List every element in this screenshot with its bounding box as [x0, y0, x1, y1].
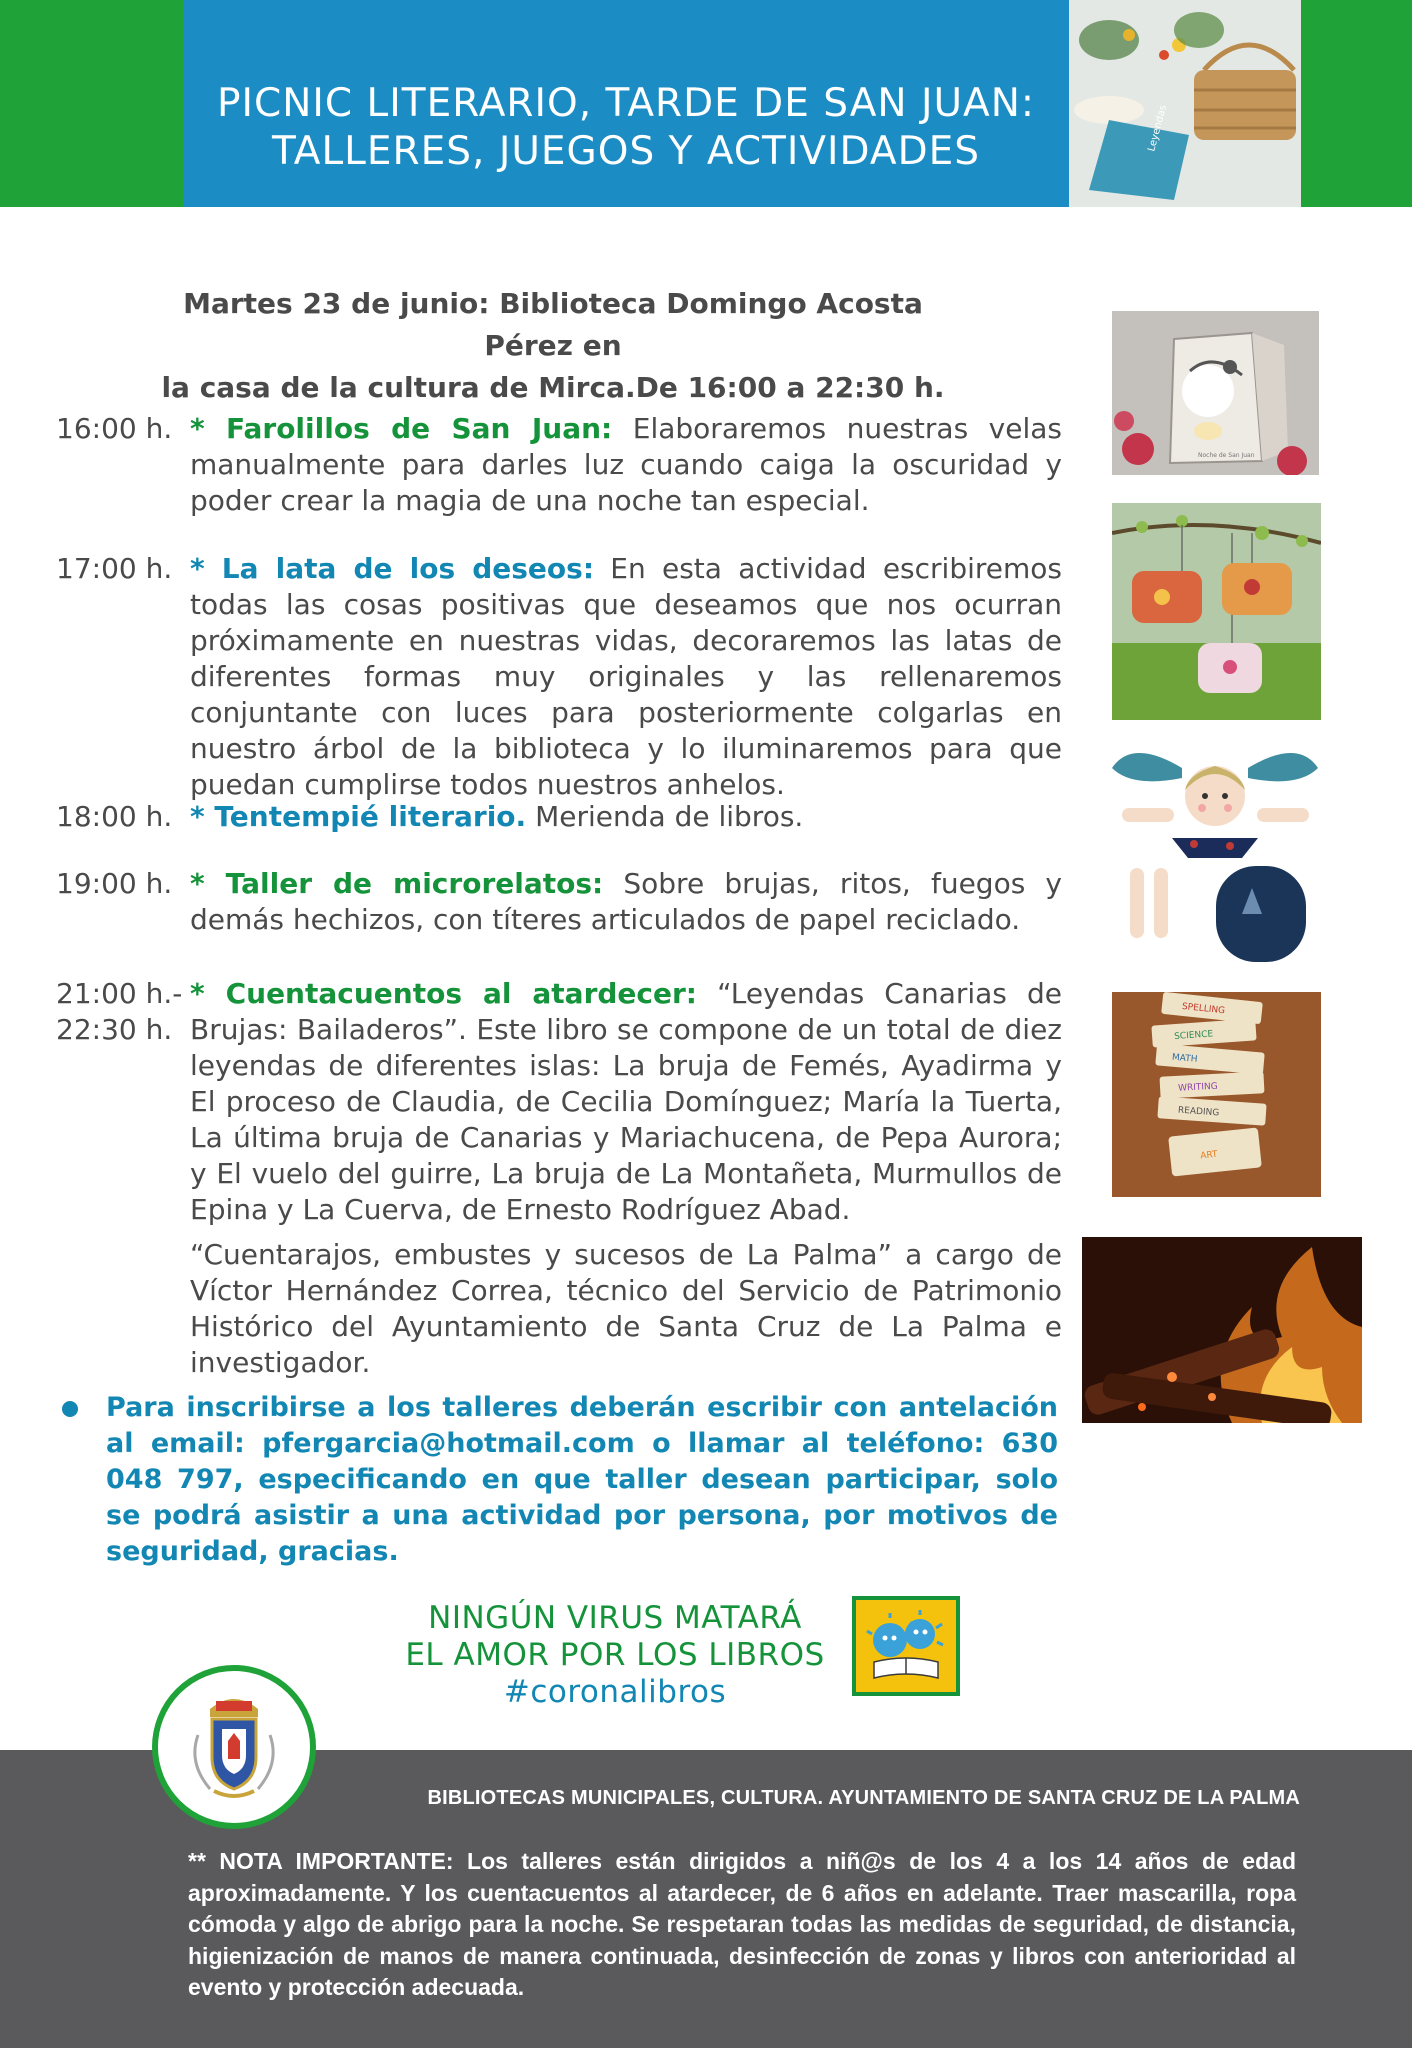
bonfire-illustration	[1082, 1237, 1362, 1423]
paper-puppet-illustration	[1112, 738, 1319, 970]
coronalibros-logo	[852, 1596, 960, 1696]
event-intro-line2: la casa de la cultura de Mirca.De 16:00 a 22:30 h.	[161, 371, 945, 404]
schedule-time-5: 21:00 h.-	[56, 977, 183, 1010]
hanging-cans-illustration	[1112, 503, 1321, 720]
important-note: ** NOTA IMPORTANTE: Los talleres están dirigidos a niñ@s de los 4 a los 14 años de edad aproximadamente. Y los cuentacuentos al atardecer, de 6 años en adelante. Traer mascarilla, ropa cómoda y algo de abrigo para la noche. Se respetaran todas las medidas de seguridad, de distancia, higienización de manos de manera continuada, desinfección de zonas y libros con anterioridad al evento y protección adecuada.	[188, 1848, 1296, 2000]
schedule-item-title: * La lata de los deseos:	[190, 552, 595, 585]
picnic-book-title: Leyendas	[1146, 103, 1170, 153]
schedule-item-title: * Cuentacuentos al atardecer:	[190, 977, 698, 1010]
coat-of-arms-icon	[158, 1671, 310, 1823]
schedule-item-title: * Tentempié literario.	[190, 800, 527, 833]
fogata-photo	[1082, 1237, 1362, 1423]
picnic-basket-illustration	[1069, 0, 1301, 207]
book-spine-label: SPELLING	[1181, 1001, 1226, 1017]
schedule-item-microrelatos	[190, 866, 1062, 938]
schedule-item-lata-deseos	[190, 551, 1062, 803]
book-spine-label: READING	[1177, 1105, 1220, 1119]
header-picnic-photo	[1069, 0, 1301, 207]
book-spine-label: SCIENCE	[1173, 1029, 1214, 1043]
virus-reading-icon	[856, 1600, 956, 1692]
footer-organization: BIBLIOTECAS MUNICIPALES, CULTURA. AYUNTAMIENTO DE SANTA CRUZ DE LA PALMA	[427, 1787, 1300, 1809]
lantern-illustration	[1112, 311, 1319, 475]
schedule-time-4: 19:00 h.	[56, 867, 173, 900]
libros-sandwich-photo	[1112, 992, 1321, 1197]
schedule-item-text: Elaboraremos nuestras velas manualmente para darles luz cuando caiga la oscuridad y poder crear la magia de una noche tan especial.	[190, 412, 1062, 517]
schedule-item-title: * Farolillos de San Juan:	[190, 412, 613, 445]
schedule-item-text: “Leyendas Canarias de Brujas: Bailaderos”. Este libro se compone de un total de diez leyendas de diferentes islas: La bruja de Femés, Ayadirma y El proceso de Claudia, de Cecilia Domínguez; María la Tuerta, La última bruja de Canarias y Mariachucena, de Pepa Aurora; y El vuelo del guirre, La bruja de La Montañeta, Murmullos de Epina y La Cuerva, de Ernesto Rodríguez Abad.	[190, 977, 1062, 1226]
municipal-coat-of-arms	[152, 1665, 316, 1829]
titeres-papel-photo	[1112, 738, 1319, 970]
header-green-band-left	[0, 0, 183, 207]
page-title	[183, 80, 1069, 176]
page-title-line1: PICNIC LITERARIO, TARDE DE SAN JUAN:	[216, 81, 1036, 126]
schedule-item-tentempie	[190, 799, 1062, 835]
page-title-line2: TALLERES, JUEGOS Y ACTIVIDADES	[271, 129, 981, 174]
schedule-item-text: Sobre brujas, ritos, fuegos y demás hechizos, con títeres articulados de papel reciclado.	[190, 867, 1062, 936]
book-spine-label: ART	[1199, 1149, 1219, 1162]
latas-deseos-photo	[1112, 503, 1321, 720]
slogan-line2: EL AMOR POR LOS LIBROS	[405, 1637, 825, 1673]
registration-info: Para inscribirse a los talleres deberán escribir con antelación al email: pfergarcia@hotmail.com o llamar al teléfono: 630 048 797, especificando en que taller desean participar, solo se podrá asistir a una actividad por persona, por motivos de seguridad, gracias.	[106, 1392, 1058, 1567]
schedule-item-text: Merienda de libros.	[526, 800, 804, 833]
schedule-time-2: 17:00 h.	[56, 552, 173, 585]
schedule-time-3: 18:00 h.	[56, 800, 173, 833]
book-stack-illustration	[1112, 992, 1321, 1197]
registration-bullet-icon	[62, 1401, 78, 1417]
slogan-line1: NINGÚN VIRUS MATARÁ	[428, 1600, 802, 1636]
event-intro-line1: Martes 23 de junio: Biblioteca Domingo Acosta Pérez en	[183, 287, 923, 362]
schedule-item-cuentacuentos	[190, 976, 1062, 1228]
lantern-caption: Noche de San Juan	[1198, 452, 1255, 459]
book-spine-label: MATH	[1171, 1052, 1198, 1065]
schedule-item-farolillos	[190, 411, 1062, 519]
schedule-time-5-end: 22:30 h.	[56, 1013, 173, 1046]
header-green-band-right	[1301, 0, 1412, 207]
schedule-item-text: En esta actividad escribiremos todas las cosas positivas que deseamos que nos ocurran próximamente en nuestras vidas, decoraremos las latas de diferentes formas muy originales y las rellenaremos conjuntante con luces para posteriormente colgarlas en nuestro árbol de la biblioteca y lo iluminaremos para que puedan cumplirse todos nuestros anhelos.	[190, 552, 1063, 801]
farolillo-photo	[1112, 311, 1319, 475]
slogan	[400, 1600, 830, 1711]
book-spine-label: WRITING	[1177, 1081, 1219, 1094]
schedule-time-1: 16:00 h.	[56, 412, 173, 445]
schedule-item-cuentarajos: “Cuentarajos, embustes y sucesos de La Palma” a cargo de Víctor Hernández Correa, técnico del Servicio de Patrimonio Histórico del Ayuntamiento de Santa Cruz de La Palma e investigador.	[190, 1238, 1062, 1379]
event-intro	[160, 283, 946, 409]
schedule-item-title: * Taller de microrelatos:	[190, 867, 604, 900]
slogan-hashtag: #coronalibros	[503, 1674, 727, 1710]
